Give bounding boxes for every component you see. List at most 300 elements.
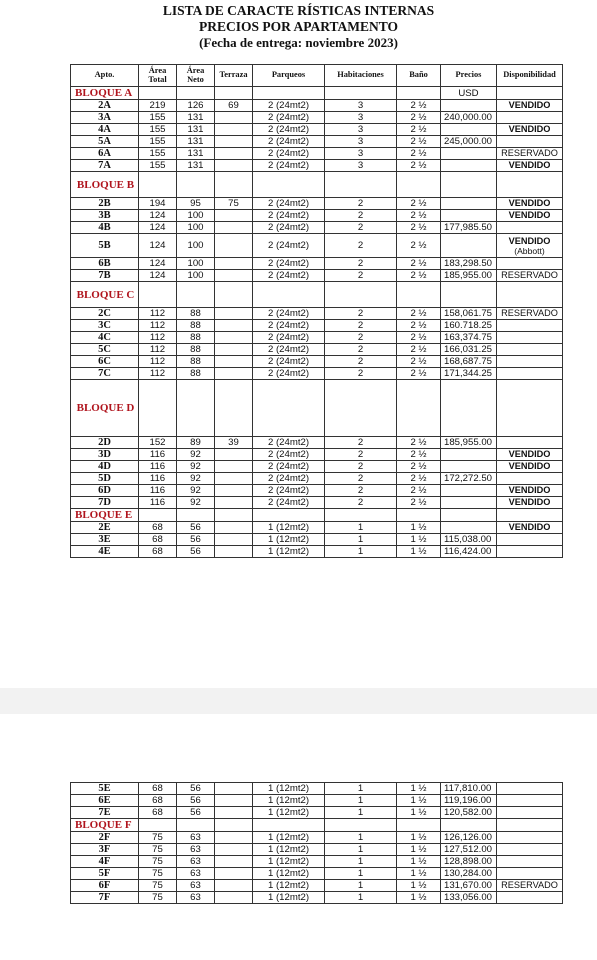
- cell-apto: 6D: [71, 485, 139, 497]
- cell-area-neto: 131: [177, 136, 215, 148]
- cell-precio: 168,687.75: [441, 356, 497, 368]
- cell-empty: [253, 172, 325, 198]
- table-row: [71, 534, 563, 546]
- cell-precio: 158,061.75: [441, 308, 497, 320]
- cell-area-neto: 56: [177, 795, 215, 807]
- cell-area-total: 75: [139, 844, 177, 856]
- cell-area-neto: 92: [177, 461, 215, 473]
- cell-area-total: 112: [139, 332, 177, 344]
- table-row: [71, 473, 563, 485]
- cell-apto: 5B: [71, 234, 139, 258]
- cell-habitaciones: 2: [325, 308, 397, 320]
- cell-parqueos: 1 (12mt2): [253, 832, 325, 844]
- table-row: [71, 546, 563, 558]
- cell-parqueos: 2 (24mt2): [253, 124, 325, 136]
- table-row: [71, 522, 563, 534]
- cell-apto: 5C: [71, 344, 139, 356]
- table-row: [71, 222, 563, 234]
- table-row: [71, 892, 563, 904]
- cell-bano: 2 ½: [397, 497, 441, 509]
- cell-parqueos: 2 (24mt2): [253, 485, 325, 497]
- cell-area-neto: 88: [177, 356, 215, 368]
- cell-bano: 2 ½: [397, 332, 441, 344]
- cell-bano: 2 ½: [397, 473, 441, 485]
- cell-terraza: 39: [215, 437, 253, 449]
- cell-terraza: [215, 210, 253, 222]
- cell-habitaciones: 1: [325, 844, 397, 856]
- cell-bano: 2 ½: [397, 222, 441, 234]
- cell-bano: 1 ½: [397, 892, 441, 904]
- cell-apto: 7A: [71, 160, 139, 172]
- cell-area-neto: 56: [177, 534, 215, 546]
- cell-apto: 2C: [71, 308, 139, 320]
- cell-disponibilidad: [497, 320, 563, 332]
- table-row: [71, 344, 563, 356]
- cell-bano: 2 ½: [397, 100, 441, 112]
- cell-terraza: [215, 461, 253, 473]
- cell-terraza: [215, 807, 253, 819]
- cell-area-total: 155: [139, 136, 177, 148]
- cell-area-total: 112: [139, 320, 177, 332]
- cell-disponibilidad: VENDIDO: [497, 461, 563, 473]
- cell-terraza: [215, 868, 253, 880]
- cell-bano: 1 ½: [397, 546, 441, 558]
- cell-habitaciones: 2: [325, 320, 397, 332]
- cell-habitaciones: 2: [325, 485, 397, 497]
- cell-disponibilidad: [497, 534, 563, 546]
- cell-terraza: [215, 234, 253, 258]
- cell-empty: [215, 172, 253, 198]
- cell-area-neto: 88: [177, 332, 215, 344]
- cell-precio: 128,898.00: [441, 856, 497, 868]
- cell-precio: 166,031.25: [441, 344, 497, 356]
- cell-parqueos: 2 (24mt2): [253, 100, 325, 112]
- cell-habitaciones: 2: [325, 258, 397, 270]
- cell-habitaciones: 1: [325, 880, 397, 892]
- cell-empty: [497, 380, 563, 437]
- cell-area-neto: 56: [177, 783, 215, 795]
- table-header-row: [71, 65, 563, 87]
- cell-area-total: 75: [139, 868, 177, 880]
- cell-terraza: [215, 160, 253, 172]
- cell-parqueos: 2 (24mt2): [253, 449, 325, 461]
- cell-parqueos: 1 (12mt2): [253, 880, 325, 892]
- status-label: VENDIDO: [508, 235, 551, 246]
- cell-apto: 2D: [71, 437, 139, 449]
- cell-empty: [253, 380, 325, 437]
- cell-parqueos: 2 (24mt2): [253, 497, 325, 509]
- cell-terraza: [215, 344, 253, 356]
- header-disponibilidad: Disponibilidad: [497, 65, 563, 87]
- cell-habitaciones: 1: [325, 522, 397, 534]
- cell-empty: [325, 380, 397, 437]
- cell-apto: 5D: [71, 473, 139, 485]
- cell-apto: 7D: [71, 497, 139, 509]
- cell-apto: 4A: [71, 124, 139, 136]
- cell-apto: 4D: [71, 461, 139, 473]
- cell-disponibilidad: [497, 473, 563, 485]
- cell-area-total: 112: [139, 344, 177, 356]
- cell-disponibilidad: [497, 783, 563, 795]
- cell-bano: 2 ½: [397, 270, 441, 282]
- cell-area-total: 75: [139, 832, 177, 844]
- cell-area-total: 155: [139, 124, 177, 136]
- cell-bano: 2 ½: [397, 449, 441, 461]
- cell-bano: 1 ½: [397, 534, 441, 546]
- cell-area-total: 155: [139, 160, 177, 172]
- cell-empty: [215, 87, 253, 100]
- cell-precio: [441, 148, 497, 160]
- cell-bano: 2 ½: [397, 258, 441, 270]
- table-row: [71, 856, 563, 868]
- cell-parqueos: 2 (24mt2): [253, 160, 325, 172]
- cell-parqueos: 2 (24mt2): [253, 332, 325, 344]
- cell-precio: 172,272.50: [441, 473, 497, 485]
- cell-area-neto: 100: [177, 210, 215, 222]
- cell-area-neto: 100: [177, 234, 215, 258]
- cell-empty: [397, 172, 441, 198]
- cell-area-total: 68: [139, 522, 177, 534]
- cell-disponibilidad: [497, 844, 563, 856]
- cell-terraza: [215, 320, 253, 332]
- cell-habitaciones: 1: [325, 546, 397, 558]
- cell-apto: 7C: [71, 368, 139, 380]
- cell-habitaciones: 1: [325, 534, 397, 546]
- cell-precio: 160.718.25: [441, 320, 497, 332]
- cell-area-total: 112: [139, 368, 177, 380]
- block-name: BLOQUE F: [71, 819, 139, 832]
- cell-disponibilidad: [497, 795, 563, 807]
- cell-disponibilidad: VENDIDO: [497, 124, 563, 136]
- cell-empty: [139, 380, 177, 437]
- cell-empty: [325, 509, 397, 522]
- cell-parqueos: 2 (24mt2): [253, 461, 325, 473]
- cell-area-neto: 89: [177, 437, 215, 449]
- cell-terraza: [215, 368, 253, 380]
- cell-disponibilidad: [497, 868, 563, 880]
- cell-precio: 115,038.00: [441, 534, 497, 546]
- cell-precio: [441, 497, 497, 509]
- cell-parqueos: 1 (12mt2): [253, 546, 325, 558]
- cell-habitaciones: 3: [325, 100, 397, 112]
- cell-apto: 4E: [71, 546, 139, 558]
- cell-precio: 131,670.00: [441, 880, 497, 892]
- cell-apto: 3C: [71, 320, 139, 332]
- cell-empty: [139, 172, 177, 198]
- cell-parqueos: 1 (12mt2): [253, 856, 325, 868]
- header-area-total: Área Total: [139, 65, 177, 87]
- cell-terraza: [215, 270, 253, 282]
- cell-apto: 5F: [71, 868, 139, 880]
- cell-terraza: [215, 832, 253, 844]
- cell-terraza: [215, 136, 253, 148]
- cell-disponibilidad: [497, 332, 563, 344]
- cell-area-total: 112: [139, 308, 177, 320]
- cell-parqueos: 1 (12mt2): [253, 868, 325, 880]
- cell-disponibilidad: VENDIDO: [497, 210, 563, 222]
- cell-terraza: [215, 449, 253, 461]
- table-row: [71, 368, 563, 380]
- cell-habitaciones: 3: [325, 160, 397, 172]
- cell-precio: 245,000.00: [441, 136, 497, 148]
- cell-bano: 2 ½: [397, 344, 441, 356]
- header-area-neto: Área Neto: [177, 65, 215, 87]
- cell-precio: [441, 124, 497, 136]
- cell-precio: 127,512.00: [441, 844, 497, 856]
- cell-habitaciones: 1: [325, 807, 397, 819]
- cell-area-neto: 92: [177, 497, 215, 509]
- cell-empty: [139, 819, 177, 832]
- cell-empty: [397, 819, 441, 832]
- cell-area-neto: 92: [177, 449, 215, 461]
- cell-area-total: 124: [139, 270, 177, 282]
- cell-terraza: [215, 880, 253, 892]
- cell-empty: [497, 509, 563, 522]
- cell-disponibilidad: VENDIDO: [497, 497, 563, 509]
- cell-parqueos: 1 (12mt2): [253, 522, 325, 534]
- table-row: [71, 807, 563, 819]
- cell-empty: [325, 282, 397, 308]
- cell-habitaciones: 2: [325, 210, 397, 222]
- cell-area-neto: 131: [177, 124, 215, 136]
- cell-precio: [441, 461, 497, 473]
- table-row: [71, 868, 563, 880]
- cell-empty: [397, 282, 441, 308]
- table-row: [71, 210, 563, 222]
- cell-apto: 4F: [71, 856, 139, 868]
- cell-bano: 2 ½: [397, 124, 441, 136]
- cell-habitaciones: 2: [325, 368, 397, 380]
- table-row: [71, 124, 563, 136]
- cell-parqueos: 2 (24mt2): [253, 258, 325, 270]
- cell-precio: 133,056.00: [441, 892, 497, 904]
- cell-bano: 1 ½: [397, 783, 441, 795]
- table-row: [71, 100, 563, 112]
- cell-terraza: [215, 546, 253, 558]
- cell-bano: 2 ½: [397, 308, 441, 320]
- cell-bano: 2 ½: [397, 461, 441, 473]
- cell-terraza: [215, 222, 253, 234]
- cell-area-total: 116: [139, 461, 177, 473]
- cell-empty: [177, 282, 215, 308]
- cell-disponibilidad: VENDIDO: [497, 522, 563, 534]
- cell-precio: 163,374.75: [441, 332, 497, 344]
- table-row: [71, 461, 563, 473]
- cell-empty: [215, 819, 253, 832]
- table-row: [71, 449, 563, 461]
- table-row: [71, 160, 563, 172]
- cell-area-neto: 92: [177, 473, 215, 485]
- cell-area-neto: 131: [177, 148, 215, 160]
- cell-parqueos: 2 (24mt2): [253, 473, 325, 485]
- cell-empty: [397, 380, 441, 437]
- status-note: (Abbott): [514, 245, 545, 256]
- cell-area-total: 124: [139, 258, 177, 270]
- cell-disponibilidad: [497, 136, 563, 148]
- cell-area-neto: 131: [177, 112, 215, 124]
- cell-empty: [441, 380, 497, 437]
- cell-empty: [441, 282, 497, 308]
- block-header-row: [71, 282, 563, 308]
- cell-area-neto: 63: [177, 856, 215, 868]
- cell-precio: 119,196.00: [441, 795, 497, 807]
- cell-bano: 2 ½: [397, 320, 441, 332]
- cell-precio: 177,985.50: [441, 222, 497, 234]
- cell-disponibilidad: VENDIDO: [497, 485, 563, 497]
- cell-terraza: [215, 148, 253, 160]
- cell-bano: 1 ½: [397, 522, 441, 534]
- cell-parqueos: 2 (24mt2): [253, 112, 325, 124]
- cell-empty: [139, 87, 177, 100]
- cell-area-neto: 131: [177, 160, 215, 172]
- cell-bano: 1 ½: [397, 844, 441, 856]
- cell-terraza: [215, 258, 253, 270]
- cell-bano: 1 ½: [397, 807, 441, 819]
- page-gap: [0, 688, 597, 714]
- cell-area-total: 116: [139, 473, 177, 485]
- cell-parqueos: 2 (24mt2): [253, 136, 325, 148]
- cell-area-total: 155: [139, 112, 177, 124]
- cell-bano: 2 ½: [397, 368, 441, 380]
- cell-terraza: [215, 534, 253, 546]
- cell-empty: [325, 87, 397, 100]
- cell-precio: [441, 449, 497, 461]
- cell-precio: [441, 210, 497, 222]
- header-habitaciones: Habitaciones: [325, 65, 397, 87]
- cell-parqueos: 2 (24mt2): [253, 356, 325, 368]
- cell-empty: [441, 509, 497, 522]
- cell-precio: 117,810.00: [441, 783, 497, 795]
- table-row: [71, 356, 563, 368]
- cell-disponibilidad: [497, 832, 563, 844]
- block-name: BLOQUE D: [71, 380, 139, 437]
- cell-area-total: 124: [139, 234, 177, 258]
- cell-apto: 3B: [71, 210, 139, 222]
- header-terraza: Terraza: [215, 65, 253, 87]
- cell-apto: 6A: [71, 148, 139, 160]
- cell-terraza: [215, 856, 253, 868]
- cell-habitaciones: 1: [325, 783, 397, 795]
- cell-area-neto: 63: [177, 880, 215, 892]
- cell-apto: 3F: [71, 844, 139, 856]
- table-row: [71, 258, 563, 270]
- cell-bano: 2 ½: [397, 198, 441, 210]
- cell-parqueos: 2 (24mt2): [253, 437, 325, 449]
- cell-empty: [497, 819, 563, 832]
- block-name: BLOQUE A: [71, 87, 139, 100]
- cell-habitaciones: 2: [325, 198, 397, 210]
- cell-apto: 6F: [71, 880, 139, 892]
- cell-parqueos: 2 (24mt2): [253, 344, 325, 356]
- cell-empty: [253, 509, 325, 522]
- cell-terraza: [215, 356, 253, 368]
- cell-apto: 5A: [71, 136, 139, 148]
- cell-area-neto: 92: [177, 485, 215, 497]
- table-row: [71, 783, 563, 795]
- table-row: [71, 198, 563, 210]
- block-name: BLOQUE E: [71, 509, 139, 522]
- header-precios: Precios: [441, 65, 497, 87]
- block-header-row: [71, 819, 563, 832]
- cell-empty: [139, 282, 177, 308]
- cell-disponibilidad: VENDIDO: [497, 160, 563, 172]
- cell-area-neto: 63: [177, 892, 215, 904]
- cell-area-total: 116: [139, 485, 177, 497]
- cell-parqueos: 2 (24mt2): [253, 320, 325, 332]
- cell-area-neto: 126: [177, 100, 215, 112]
- block-header-row: [71, 172, 563, 198]
- cell-apto: 2B: [71, 198, 139, 210]
- block-header-row: [71, 509, 563, 522]
- table-row: [71, 832, 563, 844]
- cell-precio: 116,424.00: [441, 546, 497, 558]
- cell-habitaciones: 2: [325, 222, 397, 234]
- cell-precio: 185,955.00: [441, 437, 497, 449]
- cell-parqueos: 1 (12mt2): [253, 783, 325, 795]
- cell-area-total: 68: [139, 783, 177, 795]
- cell-parqueos: 2 (24mt2): [253, 198, 325, 210]
- table-row: [71, 270, 563, 282]
- cell-habitaciones: 1: [325, 795, 397, 807]
- cell-disponibilidad: [497, 437, 563, 449]
- cell-bano: 2 ½: [397, 136, 441, 148]
- cell-terraza: 69: [215, 100, 253, 112]
- cell-habitaciones: 3: [325, 136, 397, 148]
- cell-disponibilidad: [497, 356, 563, 368]
- cell-disponibilidad: RESERVADO: [497, 880, 563, 892]
- doc-title: LISTA DE CARACTE RÍSTICAS INTERNAS: [162, 3, 435, 18]
- cell-area-total: 116: [139, 449, 177, 461]
- cell-disponibilidad: RESERVADO: [497, 308, 563, 320]
- cell-terraza: [215, 112, 253, 124]
- cell-area-total: 75: [139, 856, 177, 868]
- cell-habitaciones: 2: [325, 437, 397, 449]
- cell-precio: [441, 100, 497, 112]
- cell-area-neto: 63: [177, 868, 215, 880]
- cell-bano: 1 ½: [397, 832, 441, 844]
- currency-label: USD: [441, 87, 497, 100]
- cell-habitaciones: 2: [325, 332, 397, 344]
- block-header-row: [71, 87, 563, 100]
- cell-parqueos: 1 (12mt2): [253, 795, 325, 807]
- cell-area-total: 124: [139, 222, 177, 234]
- cell-habitaciones: 2: [325, 270, 397, 282]
- cell-apto: 2E: [71, 522, 139, 534]
- cell-precio: [441, 234, 497, 258]
- cell-area-total: 124: [139, 210, 177, 222]
- header-parqueos: Parqueos: [253, 65, 325, 87]
- cell-area-neto: 88: [177, 320, 215, 332]
- header-bano: Baño: [397, 65, 441, 87]
- cell-empty: [177, 509, 215, 522]
- cell-precio: [441, 485, 497, 497]
- cell-bano: 2 ½: [397, 356, 441, 368]
- cell-terraza: [215, 308, 253, 320]
- cell-empty: [177, 819, 215, 832]
- cell-area-neto: 100: [177, 270, 215, 282]
- cell-bano: 1 ½: [397, 880, 441, 892]
- cell-area-neto: 88: [177, 344, 215, 356]
- cell-disponibilidad: [497, 546, 563, 558]
- cell-area-total: 68: [139, 795, 177, 807]
- prices-table-page-1: [70, 64, 563, 558]
- cell-apto: 5E: [71, 783, 139, 795]
- cell-empty: [325, 172, 397, 198]
- table-row: [71, 234, 563, 258]
- cell-bano: 2 ½: [397, 210, 441, 222]
- cell-terraza: [215, 332, 253, 344]
- block-header-row: [71, 380, 563, 437]
